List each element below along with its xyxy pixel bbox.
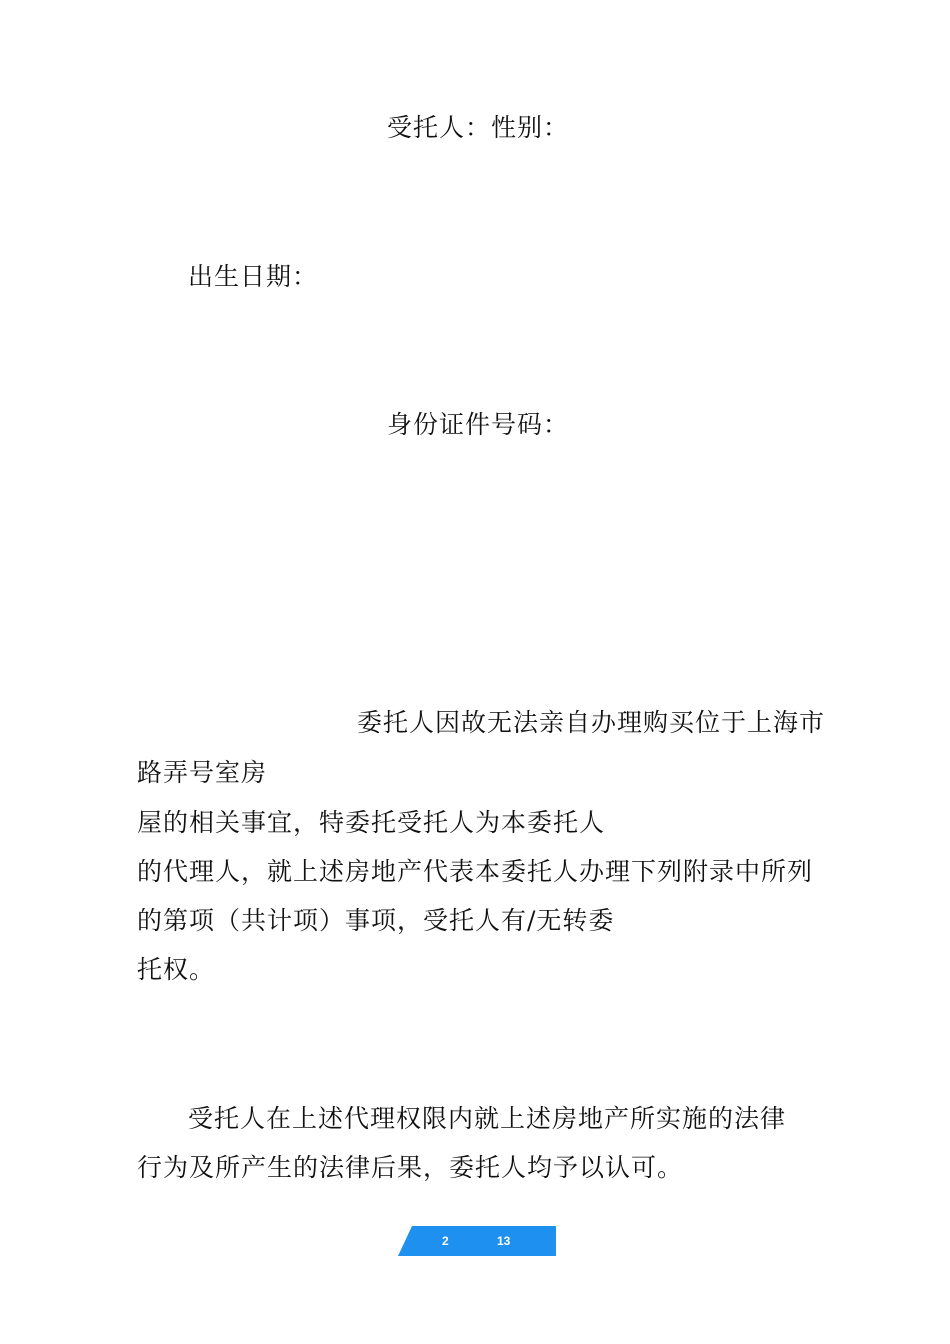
paragraph-line: 的代理人，就上述房地产代表本委托人办理下列附录中所列 (137, 857, 814, 886)
page-number-badge (398, 1226, 556, 1256)
page-badge-shape (398, 1226, 556, 1256)
paragraph-line: 托权。 (137, 955, 216, 984)
paragraph-line: 屋的相关事宜，特委托受托人为本委托人 (137, 808, 606, 837)
paragraph-line: 的第项（共计项）事项，受托人有/无转委 (137, 906, 615, 935)
paragraph-line: 行为及所产生的法律后果，委托人均予以认可。 (137, 1153, 684, 1182)
birth-date-line: 出生日期： (188, 262, 319, 291)
paragraph-line: 受托人在上述代理权限内就上述房地产所实施的法律 (188, 1104, 787, 1133)
trustee-gender-line: 受托人：性别： (387, 113, 570, 142)
total-page-number: 13 (497, 1234, 511, 1248)
id-number-line: 身份证件号码： (387, 410, 570, 439)
paragraph-line: 路弄号室房 (137, 758, 268, 787)
current-page-number: 2 (442, 1234, 449, 1248)
paragraph-line: 委托人因故无法亲自办理购买位于上海市 (357, 708, 826, 737)
